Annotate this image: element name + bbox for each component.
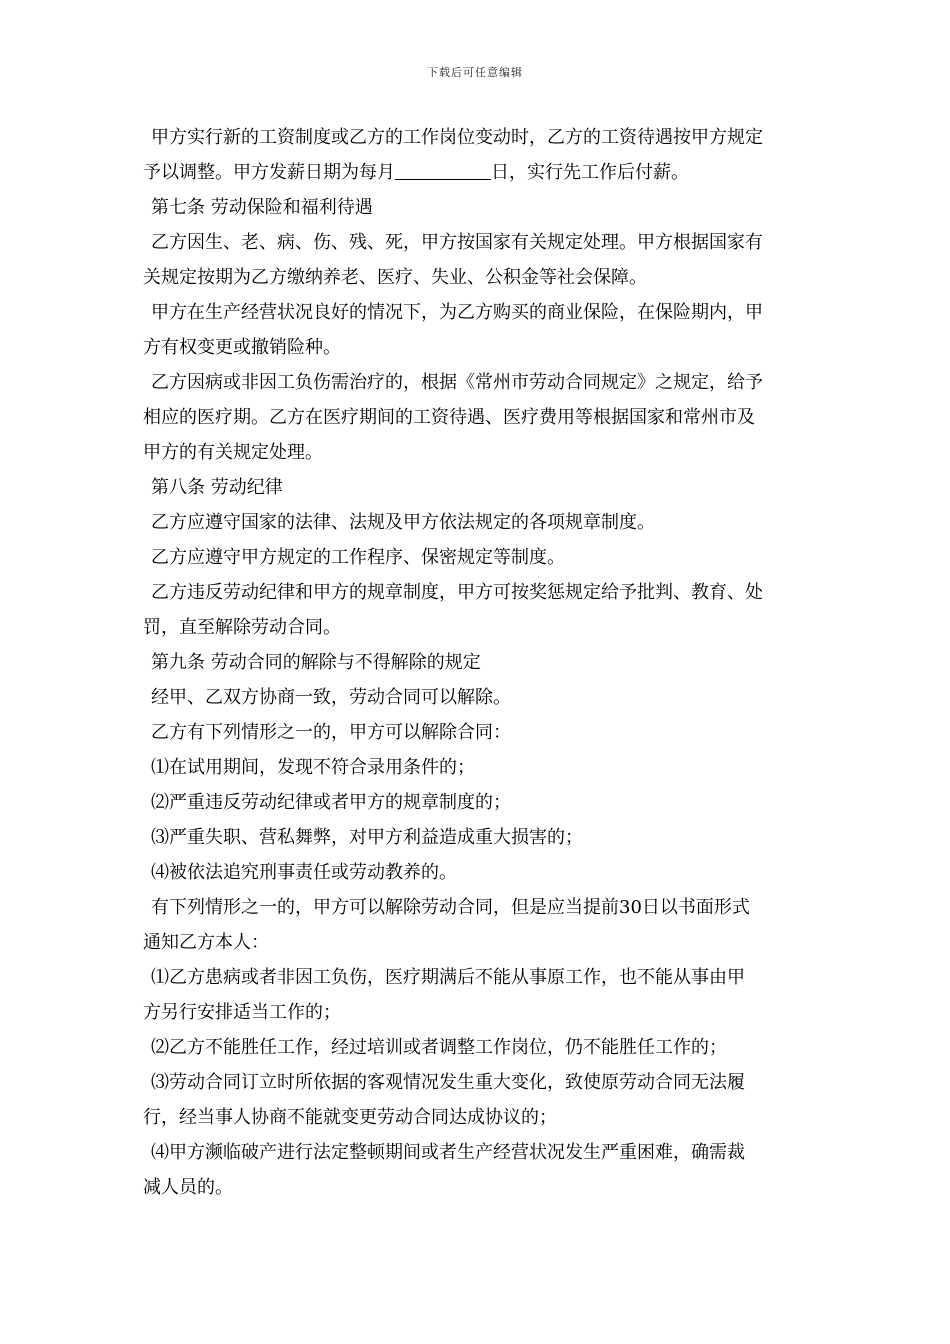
text-segment: 予以调整。甲方发薪日期为每月 (143, 162, 395, 183)
text-line: 罚，直至解除劳动合同。 (143, 617, 341, 638)
section-heading: 第九条 劳动合同的解除与不得解除的规定 (151, 652, 481, 673)
text-line: 减人员的。 (143, 1177, 233, 1198)
list-item: ⑶严重失职、营私舞弊，对甲方利益造成重大损害的； (151, 827, 583, 848)
text-line: 乙方因病或非因工负伤需治疗的，根据《常州市劳动合同规定》之规定，给予 (151, 372, 763, 393)
list-item: ⑴乙方患病或者非因工负伤，医疗期满后不能从事原工作，也不能从事由甲 (151, 967, 745, 988)
text-line: 相应的医疗期。乙方在医疗期间的工资待遇、医疗费用等根据国家和常州市及 (143, 407, 755, 428)
text-line: 乙方因生、老、病、伤、残、死，甲方按国家有关规定处理。甲方根据国家有 (151, 232, 763, 253)
list-item: ⑵严重违反劳动纪律或者甲方的规章制度的； (151, 792, 511, 813)
text-line (143, 155, 813, 190)
text-line: 方另行安排适当工作的； (143, 1002, 341, 1023)
list-item: ⑴在试用期间，发现不符合录用条件的； (151, 757, 475, 778)
text-line: 关规定按期为乙方缴纳养老、医疗、失业、公积金等社会保障。 (143, 267, 647, 288)
section-heading: 第八条 劳动纪律 (151, 477, 283, 498)
list-item: ⑶劳动合同订立时所依据的客观情况发生重大变化，致使原劳动合同无法履 (151, 1072, 745, 1093)
text-line: 有下列情形之一的，甲方可以解除劳动合同，但是应当提前30日以书面形式 (151, 897, 750, 918)
text-line: 乙方应遵守国家的法律、法规及甲方依法规定的各项规章制度。 (151, 512, 655, 533)
list-item: ⑷被依法追究刑事责任或劳动教养的。 (151, 862, 457, 883)
text-line: 甲方在生产经营状况良好的情况下，为乙方购买的商业保险，在保险期内，甲 (151, 302, 763, 323)
page-header: 下载后可任意编辑 (427, 66, 523, 79)
text-segment: 日，实行先工作后付薪。 (491, 162, 689, 183)
list-item: ⑵乙方不能胜任工作，经过培训或者调整工作岗位，仍不能胜任工作的； (151, 1037, 727, 1058)
text-line: 甲方的有关规定处理。 (143, 442, 323, 463)
text-line: 行，经当事人协商不能就变更劳动合同达成协议的； (143, 1107, 557, 1128)
section-heading: 第七条 劳动保险和福利待遇 (151, 197, 373, 218)
text-line: 乙方有下列情形之一的，甲方可以解除合同： (151, 722, 511, 743)
list-item: ⑷甲方濒临破产进行法定整顿期间或者生产经营状况发生严重困难，确需裁 (151, 1142, 745, 1163)
text-line: 甲方实行新的工资制度或乙方的工作岗位变动时，乙方的工资待遇按甲方规定 (151, 127, 763, 148)
fill-in-blank[interactable] (395, 161, 491, 180)
document-body (143, 120, 813, 1205)
text-line: 方有权变更或撤销险种。 (143, 337, 341, 358)
text-line: 通知乙方本人： (143, 932, 269, 953)
text-line: 乙方应遵守甲方规定的工作程序、保密规定等制度。 (151, 547, 565, 568)
text-line: 经甲、乙双方协商一致，劳动合同可以解除。 (151, 687, 511, 708)
text-line: 乙方违反劳动纪律和甲方的规章制度，甲方可按奖惩规定给予批判、教育、处 (151, 582, 763, 603)
